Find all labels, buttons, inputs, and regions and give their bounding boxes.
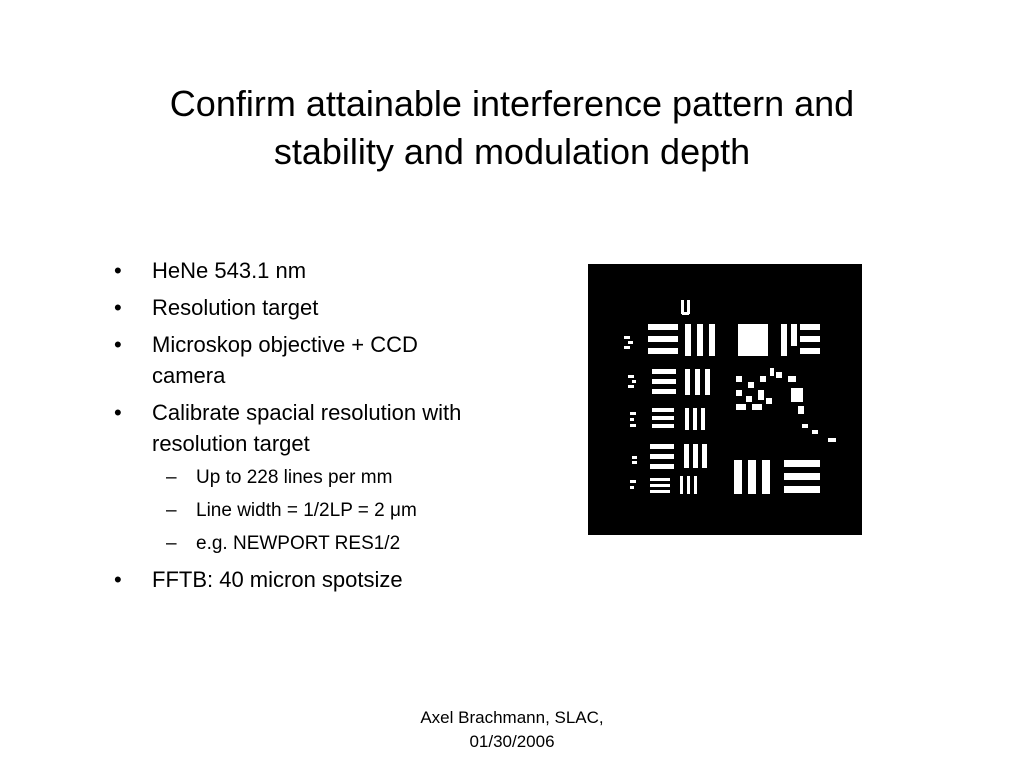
resolution-target-pattern (588, 264, 862, 535)
bullet-item (114, 397, 534, 557)
bullet-text: HeNe 543.1 nm (152, 258, 307, 283)
bullet-marker: • (114, 567, 122, 592)
bullet-marker: • (114, 258, 122, 283)
bullet-item (114, 329, 534, 391)
bullet-item (114, 564, 534, 595)
dash-marker: – (166, 533, 177, 554)
bullet-text: FFTB: 40 micron spotsize (152, 567, 403, 592)
bullet-item (114, 255, 534, 286)
bullet-text: Microskop objective + CCD (152, 332, 418, 357)
slide-title (100, 80, 924, 176)
sub-bullet-text: Up to 228 lines per mm (196, 467, 393, 488)
sub-bullet-item (152, 498, 534, 524)
title-line-1: Confirm attainable interference pattern and (169, 83, 855, 124)
sub-bullet-item (152, 531, 534, 557)
bullet-marker: • (114, 295, 122, 320)
footer-date: 01/30/2006 (469, 732, 555, 751)
bullet-marker: • (114, 400, 122, 425)
sub-bullet-list (152, 465, 534, 557)
bullet-text: camera (152, 363, 226, 388)
slide-footer (380, 706, 644, 754)
bullet-text: Calibrate spacial resolution with (152, 400, 462, 425)
sub-bullet-item (152, 465, 534, 491)
title-line-2: stability and modulation depth (273, 131, 751, 172)
footer-author: Axel Brachmann, SLAC, (420, 708, 604, 727)
dash-marker: – (166, 500, 177, 521)
resolution-target-image (588, 264, 862, 535)
bullet-item (114, 292, 534, 323)
bullet-list (114, 255, 534, 601)
dash-marker: – (166, 467, 177, 488)
sub-bullet-text: Line width = 1/2LP = 2 μm (196, 500, 417, 521)
bullet-text: resolution target (152, 431, 310, 456)
bullet-text: Resolution target (152, 295, 319, 320)
bullet-marker: • (114, 332, 122, 357)
sub-bullet-text: e.g. NEWPORT RES1/2 (196, 533, 401, 554)
